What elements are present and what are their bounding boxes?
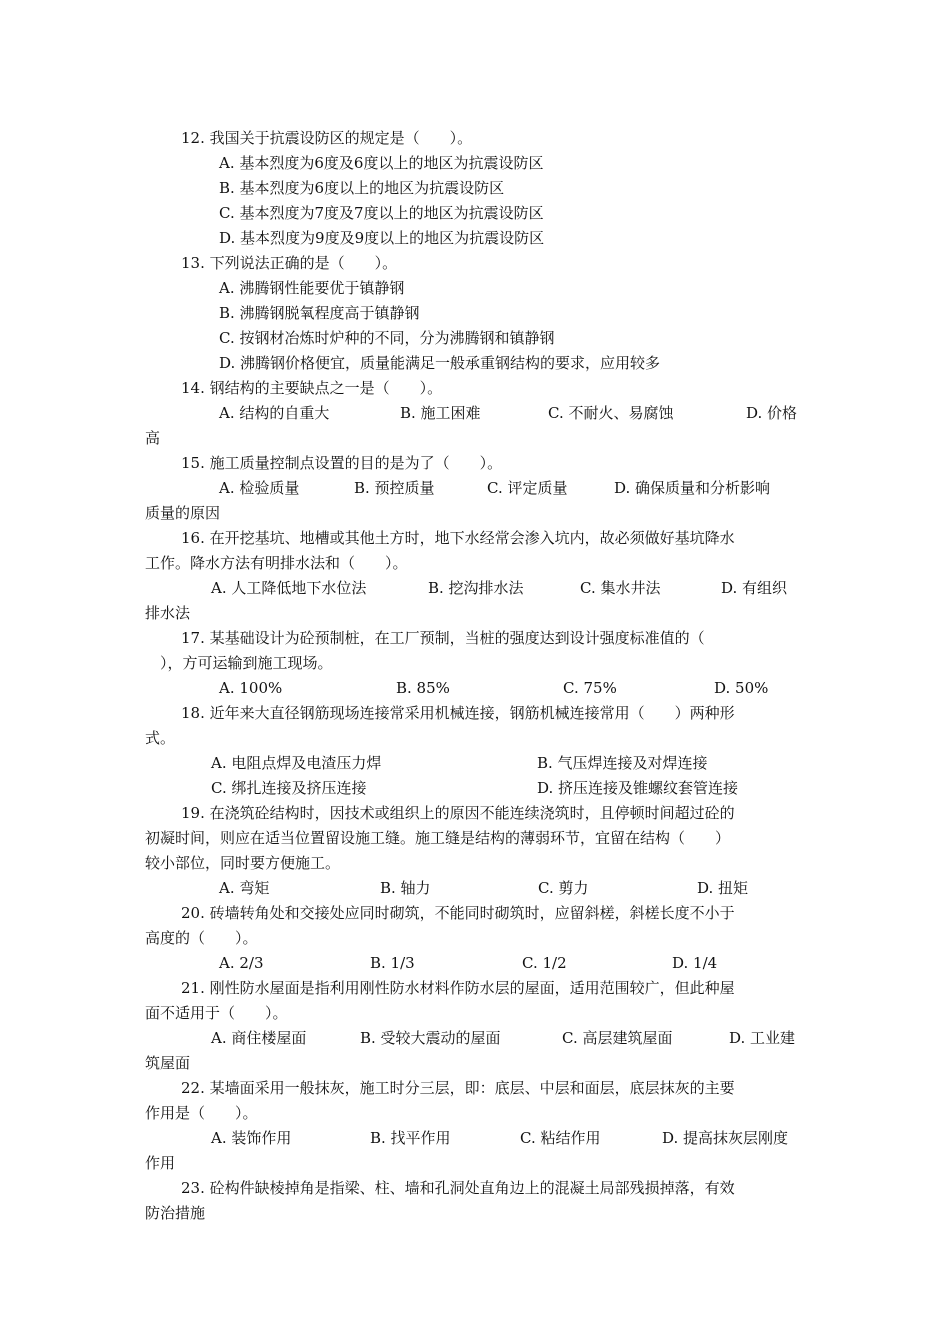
question-19-option-c: C. 剪力 (538, 879, 589, 897)
question-20-option-c: C. 1/2 (522, 954, 567, 972)
question-12-option-a: A. 基本烈度为6度及6度以上的地区为抗震设防区 (219, 154, 544, 172)
question-14-option-d: D. 价格 (746, 404, 798, 422)
question-12-stem: 12. 我国关于抗震设防区的规定是（ ）。 (181, 129, 473, 147)
question-18-option-a: A. 电阻点焊及电渣压力焊 (211, 754, 382, 772)
question-20-stem-line-2: 高度的（ ）。 (145, 929, 258, 947)
question-19-option-d: D. 扭矩 (697, 879, 749, 897)
question-17-stem-line-1: 17. 某基础设计为砼预制桩，在工厂预制，当桩的强度达到设计强度标准值的（ (181, 629, 705, 647)
question-19-stem-line-3: 较小部位，同时要方便施工。 (145, 854, 341, 872)
question-12-option-b: B. 基本烈度为6度以上的地区为抗震设防区 (219, 179, 505, 197)
question-23-stem-line-1: 23. 砼构件缺棱掉角是指梁、柱、墙和孔洞处直角边上的混凝土局部残损掉落，有效 (181, 1179, 735, 1197)
question-19-option-b: B. 轴力 (380, 879, 431, 897)
question-21-option-d: D. 工业建 (729, 1029, 796, 1047)
question-17-option-a: A. 100% (219, 679, 283, 697)
question-18-option-c: C. 绑扎连接及挤压连接 (211, 779, 367, 797)
question-16-stem-line-1: 16. 在开挖基坑、地槽或其他土方时，地下水经常会渗入坑内，故必须做好基坑降水 (181, 529, 735, 547)
question-12-option-c: C. 基本烈度为7度及7度以上的地区为抗震设防区 (219, 204, 544, 222)
question-18-option-d: D. 挤压连接及锥螺纹套管连接 (537, 779, 739, 797)
question-22-stem-line-1: 22. 某墙面采用一般抹灰，施工时分三层，即：底层、中层和面层，底层抹灰的主要 (181, 1079, 735, 1097)
question-16-option-a: A. 人工降低地下水位法 (211, 579, 367, 597)
question-22-option-b: B. 找平作用 (370, 1129, 451, 1147)
question-19-stem-line-2: 初凝时间，则应在适当位置留设施工缝。施工缝是结构的薄弱环节，宜留在结构（ ） (145, 829, 731, 847)
question-21-continuation: 筑屋面 (145, 1054, 191, 1072)
question-22-stem-line-2: 作用是（ ）。 (145, 1104, 258, 1122)
question-17-option-d: D. 50% (714, 679, 769, 697)
question-13-stem: 13. 下列说法正确的是（ ）。 (181, 254, 398, 272)
question-21-option-c: C. 高层建筑屋面 (562, 1029, 673, 1047)
question-21-option-b: B. 受较大震动的屋面 (360, 1029, 501, 1047)
question-20-option-a: A. 2/3 (219, 954, 264, 972)
question-13-option-b: B. 沸腾钢脱氧程度高于镇静钢 (219, 304, 420, 322)
question-18-option-b: B. 气压焊连接及对焊连接 (537, 754, 708, 772)
question-21-option-a: A. 商住楼屋面 (211, 1029, 307, 1047)
question-15-option-b: B. 预控质量 (354, 479, 435, 497)
question-18-stem-line-2: 式。 (145, 729, 176, 747)
question-20-option-d: D. 1/4 (672, 954, 718, 972)
question-15-option-a: A. 检验质量 (219, 479, 300, 497)
question-15-continuation: 质量的原因 (145, 504, 221, 522)
question-14-continuation: 高 (145, 429, 161, 447)
question-17-option-c: C. 75% (563, 679, 617, 697)
question-22-continuation: 作用 (145, 1154, 176, 1172)
question-17-stem-line-2: ），方可运输到施工现场。 (145, 654, 333, 672)
question-16-stem-line-2: 工作。降水方法有明排水法和（ ）。 (145, 554, 408, 572)
question-23-stem-line-2: 防治措施 (145, 1204, 206, 1222)
question-18-stem-line-1: 18. 近年来大直径钢筋现场连接常采用机械连接，钢筋机械连接常用（ ）两种形 (181, 704, 735, 722)
question-14-option-b: B. 施工困难 (400, 404, 481, 422)
question-13-option-a: A. 沸腾钢性能要优于镇静钢 (219, 279, 405, 297)
question-21-stem-line-1: 21. 刚性防水屋面是指利用刚性防水材料作防水层的屋面，适用范围较广，但此种屋 (181, 979, 735, 997)
question-16-option-b: B. 挖沟排水法 (428, 579, 524, 597)
question-13-option-d: D. 沸腾钢价格便宜，质量能满足一般承重钢结构的要求，应用较多 (219, 354, 661, 372)
question-22-option-c: C. 粘结作用 (520, 1129, 601, 1147)
question-16-option-d: D. 有组织 (721, 579, 788, 597)
question-20-stem-line-1: 20. 砖墙转角处和交接处应同时砌筑，不能同时砌筑时，应留斜槎，斜槎长度不小于 (181, 904, 735, 922)
question-14-option-c: C. 不耐火、易腐蚀 (548, 404, 674, 422)
question-14-stem: 14. 钢结构的主要缺点之一是（ ）。 (181, 379, 443, 397)
question-22-option-d: D. 提高抹灰层刚度 (662, 1129, 789, 1147)
question-13-option-c: C. 按钢材冶炼时炉种的不同，分为沸腾钢和镇静钢 (219, 329, 555, 347)
question-15-option-d: D. 确保质量和分析影响 (614, 479, 771, 497)
question-12-option-d: D. 基本烈度为9度及9度以上的地区为抗震设防区 (219, 229, 545, 247)
question-19-stem-line-1: 19. 在浇筑砼结构时，因技术或组织上的原因不能连续浇筑时，且停顿时间超过砼的 (181, 804, 735, 822)
question-22-option-a: A. 装饰作用 (211, 1129, 292, 1147)
question-16-option-c: C. 集水井法 (580, 579, 661, 597)
question-20-option-b: B. 1/3 (370, 954, 415, 972)
question-21-stem-line-2: 面不适用于（ ）。 (145, 1004, 288, 1022)
question-15-stem: 15. 施工质量控制点设置的目的是为了（ ）。 (181, 454, 503, 472)
question-17-option-b: B. 85% (396, 679, 450, 697)
question-14-option-a: A. 结构的自重大 (219, 404, 330, 422)
question-16-continuation: 排水法 (145, 604, 191, 622)
question-15-option-c: C. 评定质量 (487, 479, 568, 497)
question-19-option-a: A. 弯矩 (219, 879, 270, 897)
